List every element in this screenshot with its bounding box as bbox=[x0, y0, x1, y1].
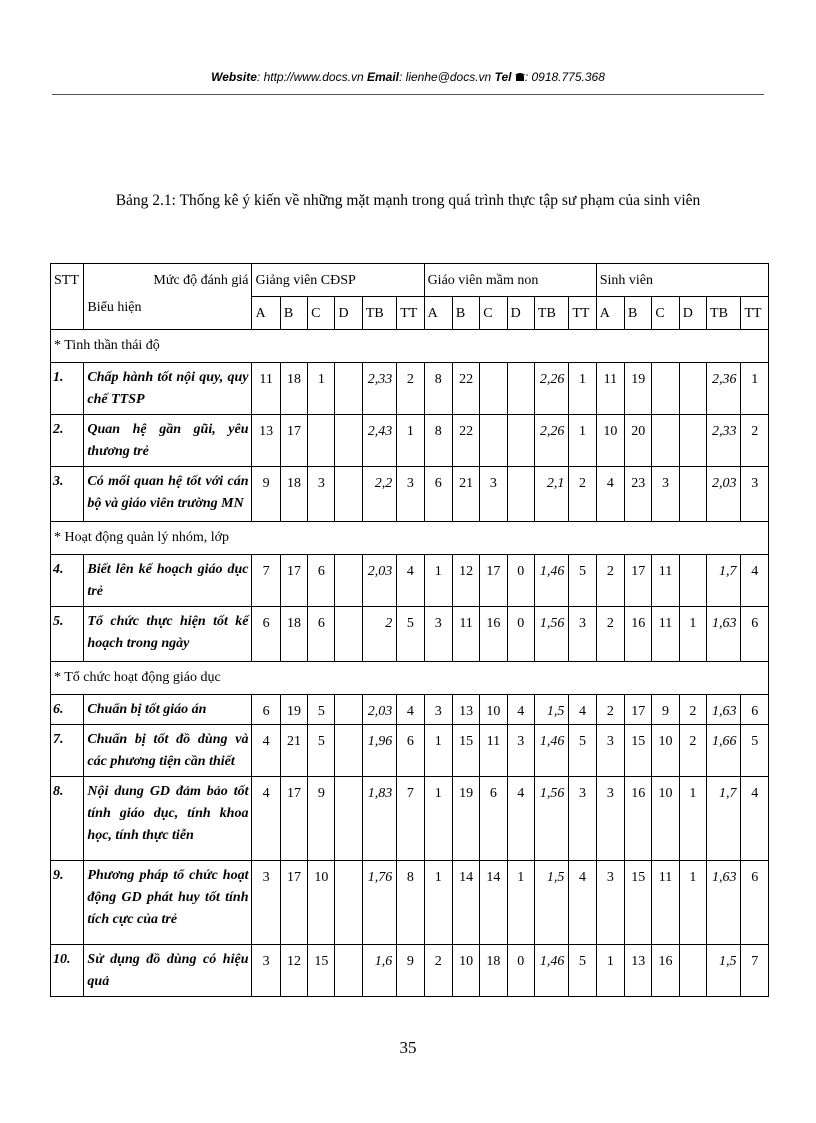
value-cell bbox=[335, 725, 362, 777]
subcol-header: TT bbox=[741, 297, 769, 330]
value-cell: 22 bbox=[452, 415, 479, 467]
value-cell: 11 bbox=[596, 363, 624, 415]
tb-cell: 1,63 bbox=[707, 861, 741, 945]
value-cell: 6 bbox=[308, 607, 335, 662]
subcol-header: TB bbox=[534, 297, 568, 330]
value-cell: 4 bbox=[569, 861, 596, 945]
value-cell: 9 bbox=[652, 695, 679, 725]
value-cell: 11 bbox=[480, 725, 507, 777]
value-cell: 19 bbox=[625, 363, 652, 415]
value-cell: 15 bbox=[308, 945, 335, 997]
section-row bbox=[51, 522, 769, 555]
row-label: Có mối quan hệ tốt với cán bộ và giáo viên trường MN bbox=[84, 467, 252, 522]
value-cell: 11 bbox=[652, 607, 679, 662]
value-cell: 2 bbox=[424, 945, 452, 997]
section-row bbox=[51, 662, 769, 695]
value-cell: 0 bbox=[507, 945, 534, 997]
value-cell: 18 bbox=[280, 363, 307, 415]
tb-cell: 1,66 bbox=[707, 725, 741, 777]
value-cell bbox=[335, 415, 362, 467]
row-label: Biết lên kế hoạch giáo dục trẻ bbox=[84, 555, 252, 607]
value-cell: 16 bbox=[652, 945, 679, 997]
value-cell bbox=[679, 467, 706, 522]
value-cell: 17 bbox=[625, 695, 652, 725]
subcol-header: TB bbox=[362, 297, 396, 330]
subcol-header: A bbox=[596, 297, 624, 330]
value-cell: 13 bbox=[452, 695, 479, 725]
tb-cell: 1,46 bbox=[534, 725, 568, 777]
row-label: Sử dụng đồ dùng có hiệu quả bbox=[84, 945, 252, 997]
table-row bbox=[51, 415, 769, 467]
value-cell: 17 bbox=[480, 555, 507, 607]
row-label: Chuẩn bị tốt đồ dùng và các phương tiện cần thiết bbox=[84, 725, 252, 777]
value-cell: 11 bbox=[652, 555, 679, 607]
value-cell: 11 bbox=[252, 363, 280, 415]
table-caption: Bảng 2.1: Thống kê ý kiến về những mặt mạnh trong quá trình thực tập sư phạm của sinh viên bbox=[115, 192, 701, 209]
value-cell: 11 bbox=[452, 607, 479, 662]
value-cell: 15 bbox=[625, 725, 652, 777]
value-cell: 17 bbox=[280, 861, 307, 945]
value-cell bbox=[679, 415, 706, 467]
website-value: : http://www.docs.vn bbox=[256, 70, 364, 84]
value-cell: 3 bbox=[424, 695, 452, 725]
value-cell: 10 bbox=[596, 415, 624, 467]
value-cell: 5 bbox=[569, 725, 596, 777]
table-row bbox=[51, 363, 769, 415]
row-stt: 8. bbox=[51, 777, 84, 861]
value-cell: 4 bbox=[507, 695, 534, 725]
tb-cell: 1,63 bbox=[707, 695, 741, 725]
table-body bbox=[51, 264, 769, 997]
value-cell: 1 bbox=[679, 861, 706, 945]
value-cell: 12 bbox=[452, 555, 479, 607]
value-cell: 19 bbox=[280, 695, 307, 725]
tb-cell: 1,5 bbox=[534, 695, 568, 725]
value-cell bbox=[335, 945, 362, 997]
section-row bbox=[51, 330, 769, 363]
row-stt: 10. bbox=[51, 945, 84, 997]
tb-cell: 1,56 bbox=[534, 777, 568, 861]
value-cell: 5 bbox=[308, 695, 335, 725]
value-cell: 23 bbox=[625, 467, 652, 522]
value-cell: 3 bbox=[652, 467, 679, 522]
muc-do-header: Mức độ đánh giá bbox=[84, 264, 252, 297]
tb-cell: 2,43 bbox=[362, 415, 396, 467]
value-cell: 7 bbox=[252, 555, 280, 607]
table-row bbox=[51, 725, 769, 777]
value-cell bbox=[507, 415, 534, 467]
value-cell: 4 bbox=[741, 777, 769, 861]
value-cell: 7 bbox=[397, 777, 424, 861]
value-cell: 4 bbox=[741, 555, 769, 607]
subcol-header: D bbox=[679, 297, 706, 330]
tb-cell: 1,5 bbox=[707, 945, 741, 997]
value-cell: 10 bbox=[652, 777, 679, 861]
table-row bbox=[51, 945, 769, 997]
value-cell: 4 bbox=[397, 555, 424, 607]
section-title: * Tinh thần thái độ bbox=[51, 330, 769, 363]
value-cell: 2 bbox=[596, 607, 624, 662]
subcol-header: B bbox=[625, 297, 652, 330]
value-cell: 19 bbox=[452, 777, 479, 861]
row-stt: 3. bbox=[51, 467, 84, 522]
table-row bbox=[51, 777, 769, 861]
subcol-header: C bbox=[308, 297, 335, 330]
row-label: Nội dung GD đảm bảo tốt tính giáo dục, tính khoa học, tính thực tiễn bbox=[84, 777, 252, 861]
value-cell: 3 bbox=[480, 467, 507, 522]
value-cell: 4 bbox=[569, 695, 596, 725]
tb-cell: 2,33 bbox=[362, 363, 396, 415]
group-header: Sinh viên bbox=[596, 264, 768, 297]
value-cell bbox=[308, 415, 335, 467]
value-cell: 5 bbox=[308, 725, 335, 777]
tb-cell: 2,03 bbox=[707, 467, 741, 522]
subcol-header: TB bbox=[707, 297, 741, 330]
subcol-header: TT bbox=[569, 297, 596, 330]
row-label: Chấp hành tốt nội quy, quy chế TTSP bbox=[84, 363, 252, 415]
row-stt: 2. bbox=[51, 415, 84, 467]
value-cell bbox=[335, 695, 362, 725]
value-cell: 6 bbox=[480, 777, 507, 861]
page-number: 35 bbox=[399, 1038, 417, 1057]
header-divider bbox=[52, 94, 764, 95]
value-cell: 6 bbox=[397, 725, 424, 777]
group-header: Giảng viên CĐSP bbox=[252, 264, 424, 297]
value-cell: 16 bbox=[480, 607, 507, 662]
value-cell: 1 bbox=[507, 861, 534, 945]
value-cell: 2 bbox=[569, 467, 596, 522]
tel-label: Tel bbox=[494, 70, 512, 84]
value-cell bbox=[335, 363, 362, 415]
value-cell: 6 bbox=[741, 607, 769, 662]
tb-cell: 1,46 bbox=[534, 945, 568, 997]
value-cell: 18 bbox=[280, 607, 307, 662]
value-cell: 1 bbox=[679, 607, 706, 662]
subcol-header: A bbox=[424, 297, 452, 330]
value-cell bbox=[679, 555, 706, 607]
value-cell: 8 bbox=[397, 861, 424, 945]
value-cell: 6 bbox=[741, 695, 769, 725]
value-cell: 1 bbox=[569, 363, 596, 415]
value-cell: 2 bbox=[596, 555, 624, 607]
value-cell: 4 bbox=[596, 467, 624, 522]
tb-cell: 1,83 bbox=[362, 777, 396, 861]
value-cell: 9 bbox=[308, 777, 335, 861]
value-cell bbox=[480, 363, 507, 415]
value-cell bbox=[335, 467, 362, 522]
value-cell: 16 bbox=[625, 607, 652, 662]
value-cell: 17 bbox=[280, 777, 307, 861]
value-cell: 1 bbox=[596, 945, 624, 997]
value-cell: 17 bbox=[280, 415, 307, 467]
value-cell: 4 bbox=[252, 725, 280, 777]
value-cell: 9 bbox=[252, 467, 280, 522]
value-cell: 3 bbox=[596, 725, 624, 777]
tb-cell: 2,2 bbox=[362, 467, 396, 522]
value-cell: 3 bbox=[252, 945, 280, 997]
value-cell: 0 bbox=[507, 607, 534, 662]
value-cell: 8 bbox=[424, 415, 452, 467]
subcol-header: B bbox=[452, 297, 479, 330]
value-cell: 15 bbox=[452, 725, 479, 777]
tb-cell: 1,7 bbox=[707, 555, 741, 607]
tb-cell: 2,03 bbox=[362, 555, 396, 607]
tb-cell: 2,36 bbox=[707, 363, 741, 415]
tb-cell: 2,33 bbox=[707, 415, 741, 467]
bieu-hien-header: Biểu hiện bbox=[84, 297, 252, 330]
value-cell bbox=[652, 363, 679, 415]
subcol-header: D bbox=[507, 297, 534, 330]
value-cell: 5 bbox=[397, 607, 424, 662]
value-cell: 6 bbox=[252, 607, 280, 662]
value-cell: 5 bbox=[741, 725, 769, 777]
table-row bbox=[51, 467, 769, 522]
value-cell: 10 bbox=[480, 695, 507, 725]
value-cell: 4 bbox=[397, 695, 424, 725]
value-cell: 1 bbox=[424, 861, 452, 945]
value-cell: 1 bbox=[679, 777, 706, 861]
value-cell: 21 bbox=[280, 725, 307, 777]
value-cell: 14 bbox=[452, 861, 479, 945]
value-cell: 3 bbox=[569, 607, 596, 662]
value-cell: 21 bbox=[452, 467, 479, 522]
value-cell: 10 bbox=[652, 725, 679, 777]
value-cell: 3 bbox=[741, 467, 769, 522]
value-cell: 10 bbox=[308, 861, 335, 945]
value-cell: 2 bbox=[596, 695, 624, 725]
value-cell bbox=[507, 467, 534, 522]
table-row bbox=[51, 695, 769, 725]
value-cell: 4 bbox=[252, 777, 280, 861]
subcol-header: A bbox=[252, 297, 280, 330]
value-cell: 15 bbox=[625, 861, 652, 945]
tb-cell: 1,76 bbox=[362, 861, 396, 945]
section-title: * Hoạt động quản lý nhóm, lớp bbox=[51, 522, 769, 555]
value-cell bbox=[335, 555, 362, 607]
value-cell: 10 bbox=[452, 945, 479, 997]
row-stt: 9. bbox=[51, 861, 84, 945]
group-header: Giáo viên mầm non bbox=[424, 264, 596, 297]
value-cell: 2 bbox=[679, 725, 706, 777]
row-stt: 5. bbox=[51, 607, 84, 662]
value-cell: 3 bbox=[397, 467, 424, 522]
row-label: Tổ chức thực hiện tốt kế hoạch trong ngày bbox=[84, 607, 252, 662]
value-cell: 3 bbox=[252, 861, 280, 945]
website-label: Website bbox=[211, 70, 257, 84]
tel-value: : 0918.775.368 bbox=[524, 70, 605, 84]
value-cell: 16 bbox=[625, 777, 652, 861]
subcol-header: D bbox=[335, 297, 362, 330]
value-cell: 8 bbox=[424, 363, 452, 415]
value-cell: 14 bbox=[480, 861, 507, 945]
value-cell: 3 bbox=[424, 607, 452, 662]
value-cell: 1 bbox=[569, 415, 596, 467]
value-cell: 0 bbox=[507, 555, 534, 607]
row-stt: 4. bbox=[51, 555, 84, 607]
subcol-header: TT bbox=[397, 297, 424, 330]
tb-cell: 1,56 bbox=[534, 607, 568, 662]
phone-icon bbox=[515, 70, 525, 84]
value-cell bbox=[679, 363, 706, 415]
value-cell: 3 bbox=[596, 777, 624, 861]
value-cell bbox=[679, 945, 706, 997]
value-cell: 3 bbox=[308, 467, 335, 522]
value-cell: 3 bbox=[596, 861, 624, 945]
page-header bbox=[0, 70, 816, 84]
value-cell: 22 bbox=[452, 363, 479, 415]
value-cell: 2 bbox=[679, 695, 706, 725]
subcol-header: C bbox=[480, 297, 507, 330]
value-cell: 17 bbox=[625, 555, 652, 607]
row-stt: 1. bbox=[51, 363, 84, 415]
section-title: * Tổ chức hoạt động giáo dục bbox=[51, 662, 769, 695]
row-label: Quan hệ gần gũi, yêu thương trẻ bbox=[84, 415, 252, 467]
value-cell: 18 bbox=[280, 467, 307, 522]
subcol-header: B bbox=[280, 297, 307, 330]
tb-cell: 1,96 bbox=[362, 725, 396, 777]
value-cell: 1 bbox=[397, 415, 424, 467]
value-cell: 4 bbox=[507, 777, 534, 861]
value-cell: 1 bbox=[741, 363, 769, 415]
value-cell bbox=[507, 363, 534, 415]
tb-cell: 1,6 bbox=[362, 945, 396, 997]
tb-cell: 2 bbox=[362, 607, 396, 662]
value-cell: 6 bbox=[424, 467, 452, 522]
value-cell: 18 bbox=[480, 945, 507, 997]
value-cell: 13 bbox=[625, 945, 652, 997]
value-cell: 1 bbox=[424, 777, 452, 861]
tb-cell: 2,26 bbox=[534, 415, 568, 467]
value-cell bbox=[335, 777, 362, 861]
row-label: Phương pháp tổ chức hoạt động GD phát huy tốt tính tích cực của trẻ bbox=[84, 861, 252, 945]
table-row bbox=[51, 555, 769, 607]
value-cell: 5 bbox=[569, 555, 596, 607]
value-cell: 11 bbox=[652, 861, 679, 945]
tb-cell: 1,46 bbox=[534, 555, 568, 607]
email-label: Email bbox=[366, 70, 399, 84]
tb-cell: 2,1 bbox=[534, 467, 568, 522]
value-cell bbox=[652, 415, 679, 467]
row-label: Chuẩn bị tốt giáo án bbox=[84, 695, 252, 725]
tb-cell: 1,5 bbox=[534, 861, 568, 945]
value-cell bbox=[335, 861, 362, 945]
value-cell: 6 bbox=[252, 695, 280, 725]
value-cell: 6 bbox=[308, 555, 335, 607]
value-cell: 3 bbox=[569, 777, 596, 861]
statistics-table bbox=[50, 263, 769, 997]
row-stt: 7. bbox=[51, 725, 84, 777]
value-cell: 9 bbox=[397, 945, 424, 997]
value-cell bbox=[480, 415, 507, 467]
value-cell: 2 bbox=[741, 415, 769, 467]
value-cell: 6 bbox=[741, 861, 769, 945]
table-row bbox=[51, 861, 769, 945]
value-cell: 1 bbox=[424, 725, 452, 777]
value-cell: 13 bbox=[252, 415, 280, 467]
value-cell: 2 bbox=[397, 363, 424, 415]
value-cell: 12 bbox=[280, 945, 307, 997]
value-cell: 7 bbox=[741, 945, 769, 997]
table-row bbox=[51, 607, 769, 662]
value-cell: 17 bbox=[280, 555, 307, 607]
row-stt: 6. bbox=[51, 695, 84, 725]
tb-cell: 2,26 bbox=[534, 363, 568, 415]
value-cell: 1 bbox=[424, 555, 452, 607]
stt-header: STT bbox=[51, 264, 84, 330]
subcol-header: C bbox=[652, 297, 679, 330]
email-value: : lienhe@docs.vn bbox=[398, 70, 492, 84]
value-cell bbox=[335, 607, 362, 662]
value-cell: 5 bbox=[569, 945, 596, 997]
value-cell: 1 bbox=[308, 363, 335, 415]
tb-cell: 1,7 bbox=[707, 777, 741, 861]
value-cell: 20 bbox=[625, 415, 652, 467]
tb-cell: 2,03 bbox=[362, 695, 396, 725]
value-cell: 3 bbox=[507, 725, 534, 777]
tb-cell: 1,63 bbox=[707, 607, 741, 662]
